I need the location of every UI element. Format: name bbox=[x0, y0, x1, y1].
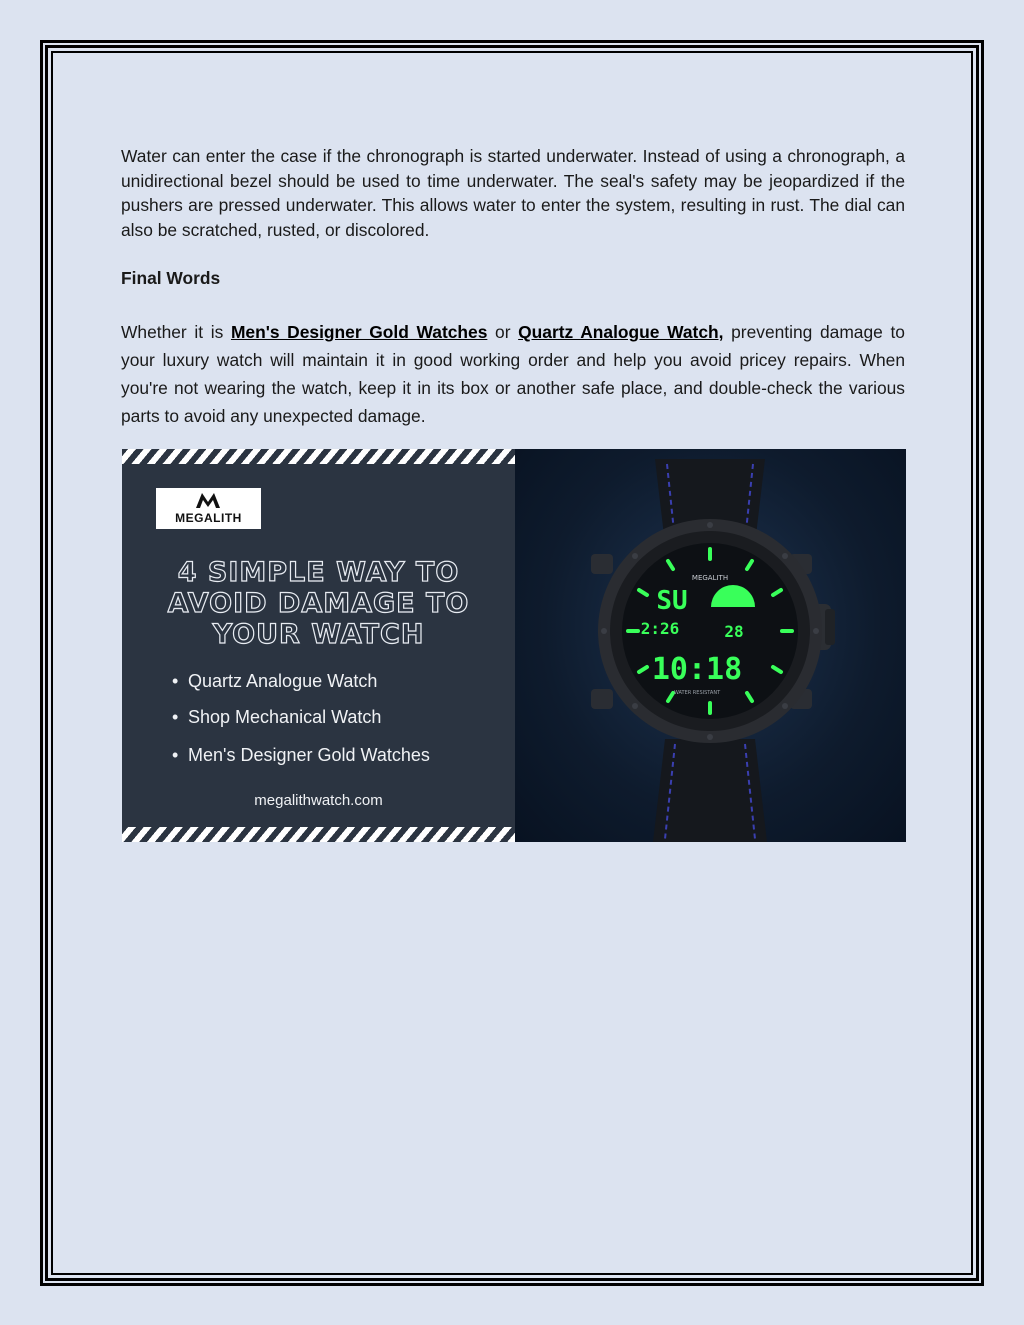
megalith-logo-mark-icon bbox=[194, 491, 222, 509]
banner-text-panel bbox=[122, 449, 515, 842]
document-content bbox=[121, 144, 905, 430]
paragraph-text-start: Whether it is bbox=[121, 322, 231, 342]
hazard-stripes-bottom bbox=[122, 827, 515, 842]
banner-title bbox=[122, 557, 515, 650]
banner-title-line: AVOID DAMAGE TO bbox=[167, 588, 470, 619]
watch-time-display: 10:18 bbox=[651, 652, 743, 687]
hazard-stripes-top bbox=[122, 449, 515, 464]
bullet-icon: • bbox=[172, 745, 179, 765]
list-item bbox=[172, 703, 430, 739]
bullet-icon: • bbox=[172, 671, 179, 691]
logo-wordmark: MEGALITH bbox=[175, 511, 242, 525]
banner-bullet-list bbox=[172, 667, 430, 777]
list-item-label: Men's Designer Gold Watches bbox=[188, 745, 430, 765]
link-quartz-analogue-watch[interactable]: Quartz Analogue Watch, bbox=[518, 322, 724, 342]
watch-seconds-display: 2:26 bbox=[640, 619, 680, 638]
watch-brand: MEGALITH bbox=[691, 574, 729, 582]
digital-watch-icon bbox=[515, 449, 906, 842]
watch-date-display: 28 bbox=[724, 622, 744, 641]
promo-banner-image bbox=[122, 449, 906, 842]
bullet-icon: • bbox=[172, 707, 179, 727]
list-item-label: Quartz Analogue Watch bbox=[188, 671, 378, 691]
link-mens-designer-gold-watches[interactable]: Men's Designer Gold Watches bbox=[230, 322, 488, 342]
section-heading-final-words: Final Words bbox=[121, 268, 221, 288]
paragraph-text-connector: or bbox=[487, 322, 519, 342]
paragraph-final-words bbox=[121, 318, 905, 430]
banner-title-line: 4 SIMPLE WAY TO bbox=[177, 557, 460, 588]
banner-website-url: megalithwatch.com bbox=[254, 792, 383, 809]
banner-title-line: YOUR WATCH bbox=[212, 619, 425, 650]
list-item bbox=[172, 741, 430, 777]
watch-photo-panel bbox=[515, 449, 906, 842]
list-item-label: Shop Mechanical Watch bbox=[188, 707, 382, 727]
paragraph-text-end: preventing damage to your luxury watch will maintain it in good working order and help you avoid pricey repairs. When you're not wearing the watch, keep it in its box or another safe place, and double-check the various parts to avoid any unexpected damage. bbox=[121, 322, 905, 426]
watch-day-display: SU bbox=[656, 586, 688, 616]
paragraph-water-damage: Water can enter the case if the chronograph is started underwater. Instead of using a chronograph, a unidirectional bezel should be used to time underwater. The seal's safety may be jeopardized if the pushers are pressed underwater. This allows water to enter the system, resulting in rust. The dial can also be scratched, rusted, or discolored. bbox=[121, 146, 905, 240]
watch-water-resistant: WATER RESISTANT bbox=[673, 690, 721, 696]
list-item bbox=[172, 667, 430, 703]
megalith-logo bbox=[156, 488, 261, 529]
